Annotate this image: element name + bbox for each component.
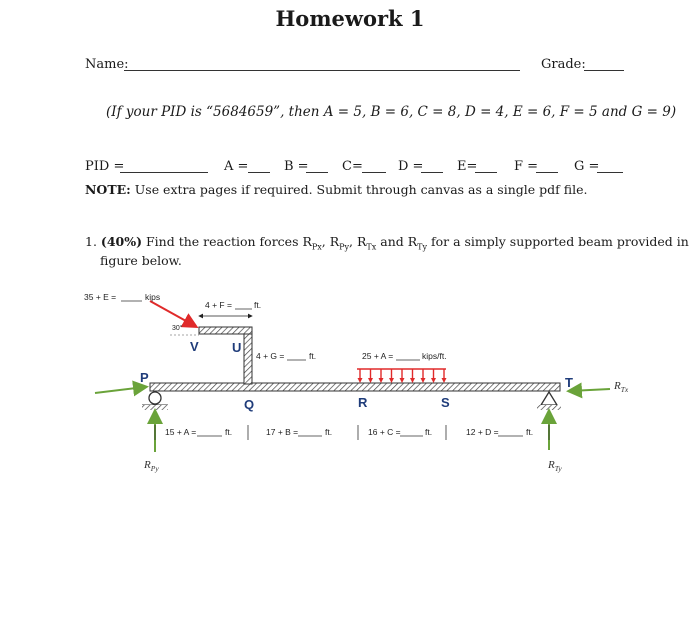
rty-sub: Ty [554, 464, 562, 473]
rtx-sub: Tx [620, 385, 629, 394]
a-field-line[interactable] [248, 172, 270, 173]
question-comma-2: , R [349, 234, 367, 249]
rty-main: R [548, 459, 555, 471]
pid-label: PID = [85, 159, 125, 174]
question-number: 1. [85, 234, 97, 249]
beam [150, 383, 560, 391]
rpy-main: R [144, 459, 151, 471]
c-label: C= [342, 159, 363, 174]
c-field-line[interactable] [362, 172, 386, 173]
e-field-line[interactable] [475, 172, 497, 173]
force-unit: kips [145, 292, 161, 302]
load-arrow-head [442, 378, 447, 383]
name-field-line[interactable] [124, 70, 520, 71]
arm-length-unit: ft. [254, 300, 262, 310]
question-text-a: Find the reaction forces R [142, 234, 312, 249]
note-text: Use extra pages if required. Submit through canvas as a single pdf file. [130, 182, 588, 197]
question-line-2: figure below. [100, 253, 182, 268]
rtx-label [613, 380, 629, 394]
arm-length-left: 4 + F = [205, 300, 232, 310]
grade-field-line[interactable] [584, 70, 624, 71]
load-arrow-head [431, 378, 436, 383]
roller-support [149, 392, 161, 404]
point-r-label: R [358, 395, 368, 410]
f-label: F = [514, 159, 539, 174]
e-label: E= [457, 159, 478, 174]
load-arrow-head [410, 378, 415, 383]
load-arrow-head [358, 378, 363, 383]
point-t-label: T [565, 375, 573, 390]
f-field-line[interactable] [536, 172, 558, 173]
question-comma-1: , R [321, 234, 340, 249]
question-and: and R [376, 234, 418, 249]
rtx-main: R [614, 380, 621, 392]
load-arrow-head [379, 378, 384, 383]
b-label: B = [284, 159, 309, 174]
g-field-line[interactable] [597, 172, 623, 173]
pin-ground-hatch [537, 405, 561, 410]
post-length-unit: ft. [309, 351, 317, 361]
pin-support [541, 392, 557, 405]
force-label-left: 35 + E = [84, 292, 117, 302]
dim-3-unit: ft. [425, 427, 433, 437]
dim-3-left: 16 + C = [368, 427, 401, 437]
beam-figure [0, 280, 700, 500]
d-field-line[interactable] [421, 172, 443, 173]
sub-tx: Tx [366, 242, 377, 252]
point-s-label: S [441, 395, 450, 410]
name-label: Name: [85, 57, 129, 72]
point-q-label: Q [244, 397, 255, 412]
load-arrow-head [400, 378, 405, 383]
dist-load-unit: kips/ft. [422, 351, 447, 361]
d-label: D = [398, 159, 424, 174]
dim-1-unit: ft. [225, 427, 233, 437]
a-label: A = [224, 159, 249, 174]
dist-load-left: 25 + A = [362, 351, 394, 361]
b-field-line[interactable] [306, 172, 328, 173]
rtx-arrow [570, 389, 610, 391]
angle-label: 30° [172, 325, 183, 332]
question-text-b: for a simply supported beam provided in [427, 234, 689, 249]
roller-ground-hatch [142, 405, 168, 410]
dim-4-unit: ft. [526, 427, 534, 437]
sub-px: Px [311, 242, 322, 252]
post-length-left: 4 + G = [256, 351, 285, 361]
rpy-label [143, 459, 159, 473]
point-p-label: P [140, 370, 149, 385]
grade-label: Grade: [541, 57, 586, 72]
sub-ty: Ty [417, 242, 427, 252]
question-weight: (40%) [100, 234, 143, 249]
g-label: G = [574, 159, 600, 174]
page-title: Homework 1 [275, 6, 425, 31]
note [85, 182, 587, 197]
load-arrow-head [389, 378, 394, 383]
point-u-label: U [232, 340, 242, 355]
note-label: NOTE: [85, 182, 131, 197]
beam-post [244, 328, 252, 384]
pid-field-line[interactable] [120, 172, 208, 173]
rpy-sub: Py [150, 464, 159, 473]
beam-arm [199, 327, 252, 334]
sub-py: Py [339, 242, 350, 252]
distributed-load-arrows [358, 369, 447, 383]
dim-2-unit: ft. [325, 427, 333, 437]
load-arrow-head [368, 378, 373, 383]
load-arrow-head [421, 378, 426, 383]
rty-label [547, 459, 562, 473]
pid-example: (If your PID is “5684659”, then A = 5, B = 6, C = 8, D = 4, E = 6, F = 5 and G = 9) [106, 104, 677, 120]
point-v-label: V [190, 339, 199, 354]
applied-force-arrow [150, 301, 195, 326]
dim-4-left: 12 + D = [466, 427, 499, 437]
rpx-arrow [95, 387, 145, 393]
dim-1-left: 15 + A = [165, 427, 197, 437]
dim-2-left: 17 + B = [266, 427, 299, 437]
